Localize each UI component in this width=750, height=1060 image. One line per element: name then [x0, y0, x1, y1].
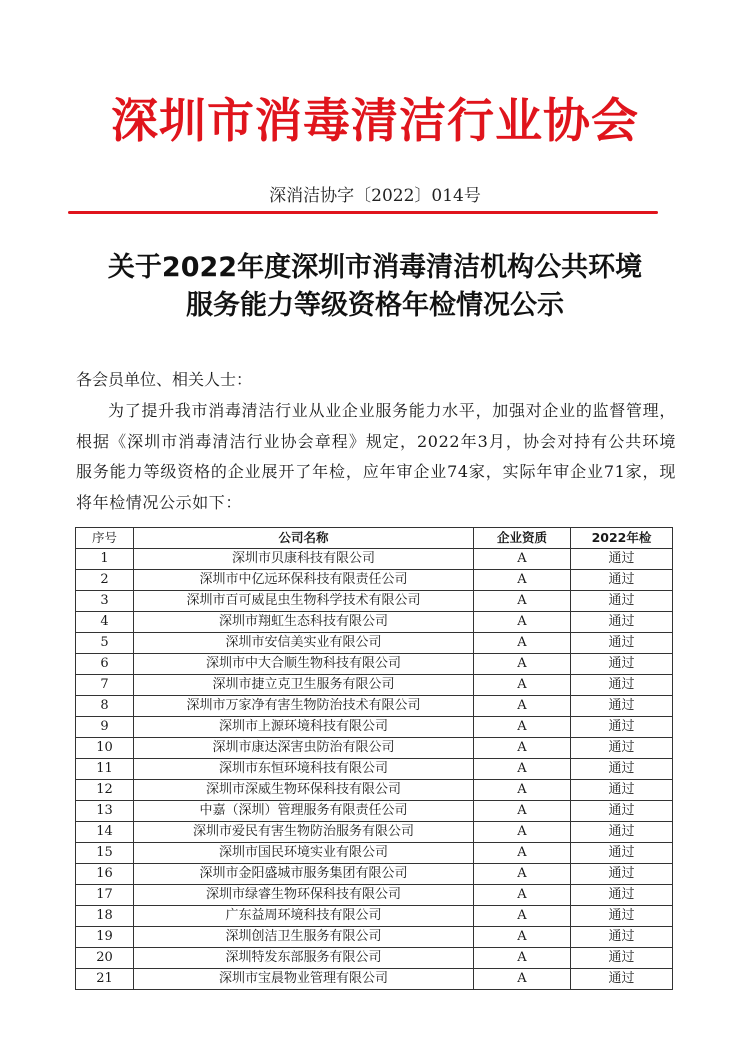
row-qualification: A — [474, 675, 571, 696]
row-inspection-result: 通过 — [571, 885, 673, 906]
table-row — [76, 780, 673, 801]
table-header-row — [76, 528, 673, 549]
row-seq: 14 — [76, 822, 134, 843]
table-row — [76, 696, 673, 717]
row-qualification: A — [474, 801, 571, 822]
row-qualification: A — [474, 654, 571, 675]
table-row — [76, 843, 673, 864]
table-row — [76, 612, 673, 633]
row-company-name: 深圳市中大合顺生物科技有限公司 — [134, 654, 474, 675]
notice-title-line-1: 关于2022年度深圳市消毒清洁机构公共环境 — [107, 252, 643, 283]
row-company-name: 深圳市万家净有害生物防治技术有限公司 — [134, 696, 474, 717]
table-row — [76, 633, 673, 654]
row-inspection-result: 通过 — [571, 969, 673, 990]
row-inspection-result: 通过 — [571, 843, 673, 864]
table-row — [76, 675, 673, 696]
row-company-name: 广东益周环境科技有限公司 — [134, 906, 474, 927]
row-seq: 19 — [76, 927, 134, 948]
table-row — [76, 906, 673, 927]
organization-header: 深圳市消毒清洁行业协会 — [111, 94, 639, 149]
table-row — [76, 717, 673, 738]
body-paragraph: 为了提升我市消毒清洁行业从业企业服务能力水平，加强对企业的监督管理，根据《深圳市消毒清洁行业协会章程》规定，2022年3月，协会对持有公共环境服务能力等级资格的企业展开了年检，应年审企业74家，实际年审企业71家，现将年检情况公示如下： — [76, 401, 676, 512]
row-seq: 16 — [76, 864, 134, 885]
row-company-name: 深圳市爱民有害生物防治服务有限公司 — [134, 822, 474, 843]
row-qualification: A — [474, 633, 571, 654]
row-qualification: A — [474, 843, 571, 864]
row-qualification: A — [474, 885, 571, 906]
row-inspection-result: 通过 — [571, 633, 673, 654]
row-qualification: A — [474, 759, 571, 780]
row-seq: 13 — [76, 801, 134, 822]
inspection-results-table — [75, 527, 673, 990]
table-row — [76, 738, 673, 759]
table-row — [76, 948, 673, 969]
row-qualification: A — [474, 948, 571, 969]
row-seq: 5 — [76, 633, 134, 654]
row-seq: 12 — [76, 780, 134, 801]
table-row — [76, 801, 673, 822]
row-company-name: 深圳市上源环境科技有限公司 — [134, 717, 474, 738]
row-company-name: 深圳特发东部服务有限公司 — [134, 948, 474, 969]
row-inspection-result: 通过 — [571, 591, 673, 612]
row-seq: 11 — [76, 759, 134, 780]
row-qualification: A — [474, 549, 571, 570]
row-company-name: 深圳市安信美实业有限公司 — [134, 633, 474, 654]
row-seq: 21 — [76, 969, 134, 990]
row-seq: 4 — [76, 612, 134, 633]
table-body — [76, 549, 673, 990]
row-qualification: A — [474, 864, 571, 885]
row-company-name: 深圳市深威生物环保科技有限公司 — [134, 780, 474, 801]
table-row — [76, 570, 673, 591]
row-inspection-result: 通过 — [571, 717, 673, 738]
row-inspection-result: 通过 — [571, 738, 673, 759]
row-company-name: 深圳市宝晨物业管理有限公司 — [134, 969, 474, 990]
column-header-inspection: 2022年检 — [571, 528, 673, 549]
row-inspection-result: 通过 — [571, 864, 673, 885]
row-company-name: 深圳市绿睿生物环保科技有限公司 — [134, 885, 474, 906]
column-header-qualification: 企业资质 — [474, 528, 571, 549]
row-seq: 10 — [76, 738, 134, 759]
row-inspection-result: 通过 — [571, 948, 673, 969]
row-qualification: A — [474, 717, 571, 738]
row-seq: 7 — [76, 675, 134, 696]
row-inspection-result: 通过 — [571, 780, 673, 801]
row-seq: 15 — [76, 843, 134, 864]
table-row — [76, 927, 673, 948]
row-inspection-result: 通过 — [571, 759, 673, 780]
table-row — [76, 864, 673, 885]
row-inspection-result: 通过 — [571, 696, 673, 717]
table-row — [76, 759, 673, 780]
row-qualification: A — [474, 969, 571, 990]
row-inspection-result: 通过 — [571, 927, 673, 948]
row-seq: 17 — [76, 885, 134, 906]
table-row — [76, 822, 673, 843]
row-seq: 2 — [76, 570, 134, 591]
notice-title-line-2: 服务能力等级资格年检情况公示 — [186, 290, 564, 321]
row-inspection-result: 通过 — [571, 654, 673, 675]
row-company-name: 深圳市中亿远环保科技有限责任公司 — [134, 570, 474, 591]
row-inspection-result: 通过 — [571, 801, 673, 822]
row-company-name: 深圳市贝康科技有限公司 — [134, 549, 474, 570]
table-row — [76, 885, 673, 906]
row-company-name: 深圳创洁卫生服务有限公司 — [134, 927, 474, 948]
row-inspection-result: 通过 — [571, 822, 673, 843]
row-inspection-result: 通过 — [571, 675, 673, 696]
row-inspection-result: 通过 — [571, 906, 673, 927]
row-qualification: A — [474, 570, 571, 591]
row-inspection-result: 通过 — [571, 612, 673, 633]
column-header-company: 公司名称 — [134, 528, 474, 549]
row-qualification: A — [474, 780, 571, 801]
row-company-name: 深圳市金阳盛城市服务集团有限公司 — [134, 864, 474, 885]
row-seq: 9 — [76, 717, 134, 738]
row-company-name: 深圳市康达深害虫防治有限公司 — [134, 738, 474, 759]
table-row — [76, 591, 673, 612]
row-inspection-result: 通过 — [571, 570, 673, 591]
salutation: 各会员单位、相关人士： — [76, 370, 253, 389]
row-company-name: 深圳市翔虹生态科技有限公司 — [134, 612, 474, 633]
row-seq: 18 — [76, 906, 134, 927]
row-company-name: 深圳市百可威昆虫生物科学技术有限公司 — [134, 591, 474, 612]
row-qualification: A — [474, 927, 571, 948]
row-seq: 1 — [76, 549, 134, 570]
row-qualification: A — [474, 591, 571, 612]
column-header-seq: 序号 — [76, 528, 134, 549]
row-qualification: A — [474, 738, 571, 759]
row-qualification: A — [474, 612, 571, 633]
row-qualification: A — [474, 822, 571, 843]
row-company-name: 深圳市东恒环境科技有限公司 — [134, 759, 474, 780]
row-inspection-result: 通过 — [571, 549, 673, 570]
row-seq: 8 — [76, 696, 134, 717]
red-divider — [68, 211, 658, 214]
document-number: 深消洁协字〔2022〕014号 — [269, 186, 481, 206]
table-row — [76, 549, 673, 570]
row-company-name: 深圳市捷立克卫生服务有限公司 — [134, 675, 474, 696]
row-company-name: 深圳市国民环境实业有限公司 — [134, 843, 474, 864]
row-qualification: A — [474, 696, 571, 717]
row-company-name: 中嘉（深圳）管理服务有限责任公司 — [134, 801, 474, 822]
table-row — [76, 654, 673, 675]
row-qualification: A — [474, 906, 571, 927]
row-seq: 3 — [76, 591, 134, 612]
row-seq: 20 — [76, 948, 134, 969]
table-row — [76, 969, 673, 990]
row-seq: 6 — [76, 654, 134, 675]
